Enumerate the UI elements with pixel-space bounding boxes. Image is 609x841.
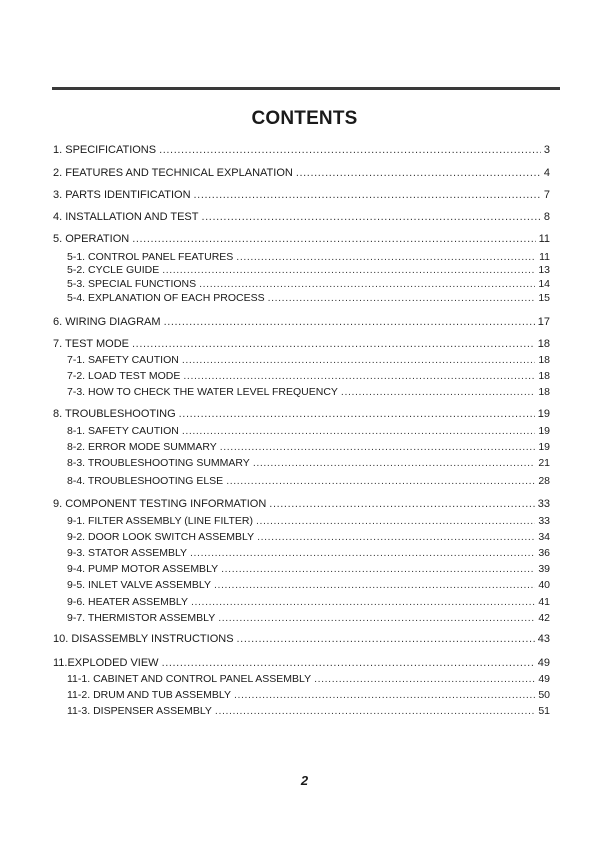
toc-section-entry[interactable] [53, 408, 550, 421]
toc-entry-label: 5-4. EXPLANATION OF EACH PROCESS [67, 292, 265, 304]
toc-subsection-entry[interactable] [67, 441, 550, 454]
dot-leader [296, 167, 541, 180]
dot-leader [234, 689, 535, 702]
dot-leader [191, 596, 535, 609]
toc-entry-page: 15 [538, 292, 550, 304]
toc-entry-label: 5-2. CYCLE GUIDE [67, 264, 160, 276]
toc-entry-label: 4. INSTALLATION AND TEST [53, 211, 199, 223]
toc-entry-page: 19 [537, 408, 550, 420]
dot-leader [257, 531, 535, 544]
toc-entry-label: 9-3. STATOR ASSEMBLY [67, 547, 188, 559]
toc-section-entry[interactable] [53, 144, 550, 157]
dot-leader [182, 425, 535, 438]
dot-leader [182, 354, 535, 367]
toc-entry-label: 1. SPECIFICATIONS [53, 144, 157, 156]
toc-entry-label: 7-3. HOW TO CHECK THE WATER LEVEL FREQUENCY [67, 386, 338, 398]
dot-leader [218, 612, 535, 625]
toc-subsection-entry[interactable] [67, 292, 550, 305]
toc-entry-page: 50 [538, 689, 550, 701]
toc-subsection-entry[interactable] [67, 475, 550, 488]
toc-entry-page: 36 [538, 547, 550, 559]
toc-section-entry[interactable] [53, 233, 550, 246]
toc-subsection-entry[interactable] [67, 264, 550, 277]
toc-entry-page: 4 [543, 167, 550, 179]
dot-leader [214, 579, 535, 592]
dot-leader [253, 457, 536, 470]
toc-section-entry[interactable] [53, 338, 550, 351]
dot-leader [237, 633, 535, 646]
toc-entry-page: 42 [538, 612, 550, 624]
toc-subsection-entry[interactable] [67, 386, 550, 399]
toc-entry-page: 40 [538, 579, 550, 591]
toc-entry-label: 11.EXPLODED VIEW [53, 657, 159, 669]
toc-subsection-entry[interactable] [67, 563, 550, 576]
toc-entry-label: 8-4. TROUBLESHOOTING ELSE [67, 475, 224, 487]
dot-leader [220, 441, 536, 454]
dot-leader [201, 211, 540, 224]
toc-entry-page: 51 [538, 705, 550, 717]
toc-subsection-entry[interactable] [67, 425, 550, 438]
toc-entry-label: 9-5. INLET VALVE ASSEMBLY [67, 579, 211, 591]
toc-entry-page: 17 [537, 316, 550, 328]
toc-subsection-entry[interactable] [67, 278, 550, 291]
toc-entry-page: 18 [538, 386, 550, 398]
toc-entry-page: 19 [538, 425, 550, 437]
toc-entry-label: 10. DISASSEMBLY INSTRUCTIONS [53, 633, 234, 645]
dot-leader [162, 264, 535, 277]
dot-leader [132, 338, 535, 351]
dot-leader [164, 316, 535, 329]
toc-entry-label: 9. COMPONENT TESTING INFORMATION [53, 498, 267, 510]
toc-entry-page: 11 [539, 251, 550, 263]
toc-entry-page: 8 [543, 211, 550, 223]
toc-entry-label: 9-4. PUMP MOTOR ASSEMBLY [67, 563, 219, 575]
toc-entry-page: 3 [543, 144, 550, 156]
dot-leader [159, 144, 541, 157]
toc-entry-page: 7 [543, 189, 550, 201]
dot-leader [314, 673, 535, 686]
dot-leader [179, 408, 535, 421]
toc-entry-page: 33 [538, 515, 550, 527]
toc-subsection-entry[interactable] [67, 457, 550, 470]
toc-entry-page: 11 [538, 233, 550, 245]
dot-leader [221, 563, 535, 576]
toc-section-entry[interactable] [53, 316, 550, 329]
toc-entry-label: 11-1. CABINET AND CONTROL PANEL ASSEMBLY [67, 673, 312, 685]
toc-entry-page: 13 [538, 264, 550, 276]
toc-entry-page: 19 [538, 441, 550, 453]
dot-leader [183, 370, 535, 383]
dot-leader [269, 498, 534, 511]
toc-entry-page: 18 [538, 354, 550, 366]
toc-entry-label: 8-3. TROUBLESHOOTING SUMMARY [67, 457, 250, 469]
toc-entry-label: 9-7. THERMISTOR ASSEMBLY [67, 612, 216, 624]
toc-subsection-entry[interactable] [67, 370, 550, 383]
toc-entry-label: 7. TEST MODE [53, 338, 130, 350]
dot-leader [199, 278, 535, 291]
dot-leader [215, 705, 535, 718]
toc-subsection-entry[interactable] [67, 673, 550, 686]
toc-entry-label: 8-2. ERROR MODE SUMMARY [67, 441, 217, 453]
dot-leader [256, 515, 535, 528]
toc-entry-page: 28 [538, 475, 550, 487]
toc-subsection-entry[interactable] [67, 705, 550, 718]
page-title: CONTENTS [251, 108, 358, 129]
dot-leader [341, 386, 535, 399]
toc-entry-label: 5-3. SPECIAL FUNCTIONS [67, 278, 197, 290]
dot-leader [132, 233, 535, 246]
toc-entry-page: 41 [538, 596, 550, 608]
toc-entry-page: 18 [537, 338, 550, 350]
dot-leader [194, 189, 541, 202]
toc-section-entry[interactable] [53, 498, 550, 511]
toc-subsection-entry[interactable] [67, 515, 550, 528]
toc-section-entry[interactable] [53, 189, 550, 202]
toc-entry-page: 39 [538, 563, 550, 575]
dot-leader [190, 547, 535, 560]
toc-subsection-entry[interactable] [67, 354, 550, 367]
toc-subsection-entry[interactable] [67, 612, 550, 625]
toc-section-entry[interactable] [53, 167, 550, 180]
toc-entry-label: 11-2. DRUM AND TUB ASSEMBLY [67, 689, 231, 701]
toc-subsection-entry[interactable] [67, 547, 550, 560]
toc-section-entry[interactable] [53, 633, 550, 646]
toc-section-entry[interactable] [53, 211, 550, 224]
toc-entry-label: 3. PARTS IDENTIFICATION [53, 189, 191, 201]
toc-section-entry[interactable] [53, 657, 550, 670]
toc-entry-label: 6. WIRING DIAGRAM [53, 316, 161, 328]
toc-entry-label: 8-1. SAFETY CAUTION [67, 425, 179, 437]
top-divider [52, 87, 560, 90]
toc-entry-page: 34 [538, 531, 550, 543]
toc-entry-page: 18 [538, 370, 550, 382]
toc-subsection-entry[interactable] [67, 579, 550, 592]
toc-entry-page: 49 [538, 673, 550, 685]
toc-entry-label: 11-3. DISPENSER ASSEMBLY [67, 705, 212, 717]
toc-entry-label: 7-2. LOAD TEST MODE [67, 370, 181, 382]
toc-entry-label: 9-1. FILTER ASSEMBLY (LINE FILTER) [67, 515, 253, 527]
toc-entry-label: 5-1. CONTROL PANEL FEATURES [67, 251, 234, 263]
toc-entry-page: 33 [537, 498, 550, 510]
toc-entry-page: 49 [537, 657, 550, 669]
toc-entry-label: 9-6. HEATER ASSEMBLY [67, 596, 188, 608]
toc-entry-label: 9-2. DOOR LOOK SWITCH ASSEMBLY [67, 531, 255, 543]
dot-leader [268, 292, 536, 305]
toc-subsection-entry[interactable] [67, 251, 550, 264]
toc-entry-label: 7-1. SAFETY CAUTION [67, 354, 179, 366]
dot-leader [162, 657, 535, 670]
toc-entry-page: 21 [538, 457, 550, 469]
dot-leader [236, 251, 536, 264]
toc-entry-page: 14 [538, 278, 550, 290]
toc-entry-label: 2. FEATURES AND TECHNICAL EXPLANATION [53, 167, 293, 179]
toc-entry-label: 8. TROUBLESHOOTING [53, 408, 176, 420]
toc-entry-label: 5. OPERATION [53, 233, 130, 245]
page-number: 2 [300, 773, 309, 788]
toc-subsection-entry[interactable] [67, 689, 550, 702]
toc-subsection-entry[interactable] [67, 596, 550, 609]
dot-leader [226, 475, 535, 488]
toc-entry-page: 43 [537, 633, 550, 645]
toc-subsection-entry[interactable] [67, 531, 550, 544]
